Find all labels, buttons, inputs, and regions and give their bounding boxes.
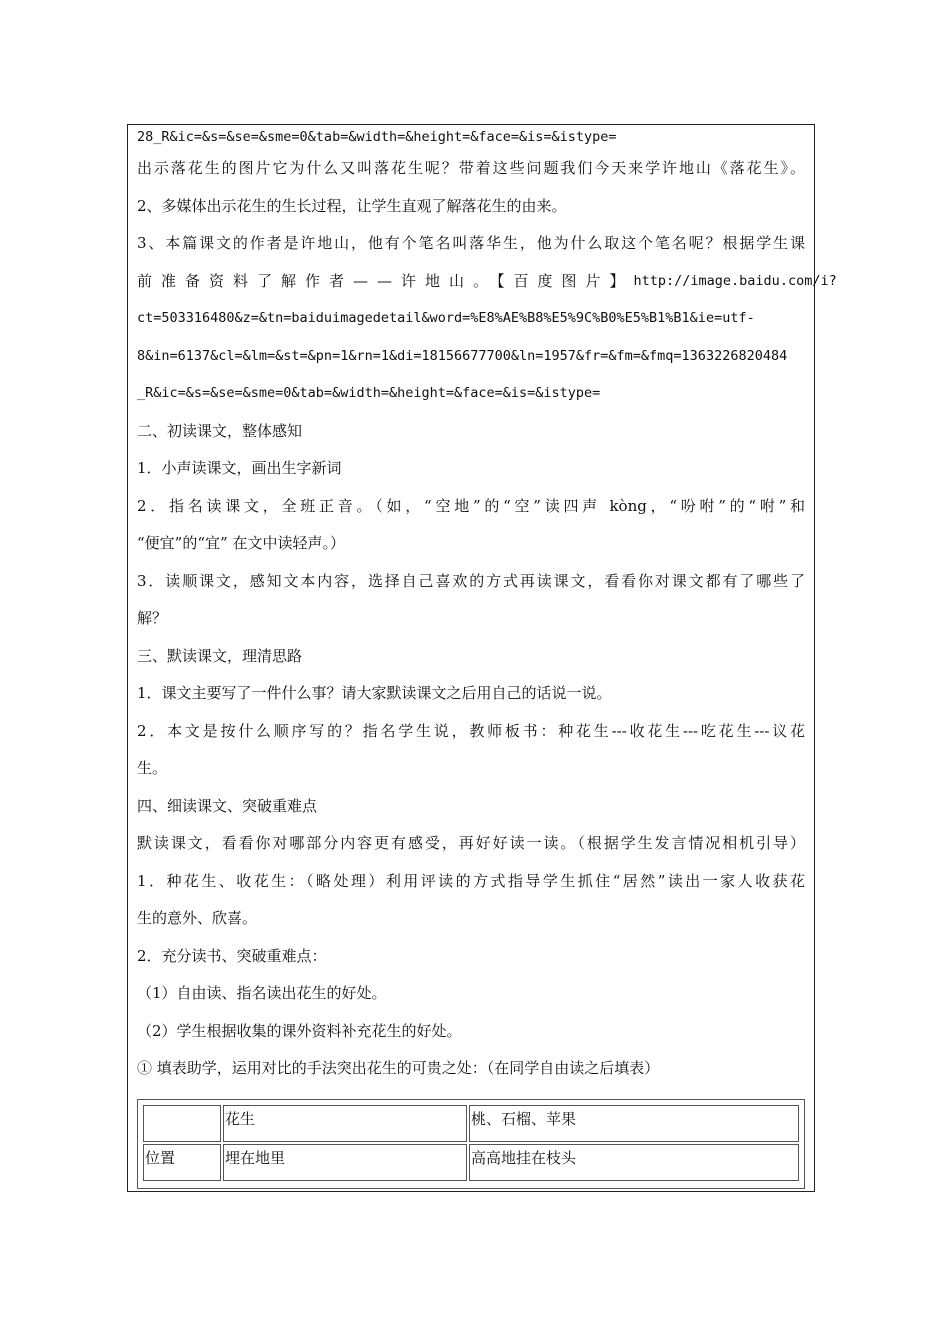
intro-paragraph: 出示落花生的图片它为什么又叫落花生呢？带着这些问题我们今天来学许地山《落花生》。 <box>137 159 805 177</box>
step-2-multimedia: 2、多媒体出示花生的生长过程，让学生直观了解落花生的由来。 <box>137 196 567 215</box>
table-header-cell: 花生 <box>223 1105 467 1142</box>
baidu-url-line-3: 8&in=6137&cl=&lm=&st=&pn=1&rn=1&di=18156677700&ln=1957&fr=&fm=&fmq=1363226820484 <box>137 347 788 364</box>
table-header-cell: 桃、石榴、苹果 <box>469 1105 799 1142</box>
section-3-item-1: 1．课文主要写了一件什么事？请大家默读课文之后用自己的话说一说。 <box>137 684 612 702</box>
sub-item-table-intro: ① 填表助学，运用对比的手法突出花生的可贵之处：（在同学自由读之后填表） <box>137 1059 660 1077</box>
section-4-item-1-cont: 生的意外、欣喜。 <box>137 909 258 927</box>
section-4-intro: 默读课文，看看你对哪部分内容更有感受，再好好读一读。（根据学生发言情况相机引导） <box>137 834 805 852</box>
url-fragment-line: 28_R&ic=&s=&se=&sme=0&tab=&width=&height=&face=&is=&istype= <box>137 129 617 145</box>
step-3-author: 3、本篇课文的作者是许地山，他有个笔名叫落华生，他为什么取这个笔名呢？根据学生课 <box>137 234 805 252</box>
section-2-item-2-cont: “便宜”的“宜” 在文中读轻声。） <box>137 534 345 552</box>
table-cell: 埋在地里 <box>223 1144 467 1181</box>
sub-item-1: （1）自由读、指名读出花生的好处。 <box>137 984 387 1002</box>
section-4-heading: 四、细读课文、突破重难点 <box>137 796 318 815</box>
baidu-url-start: http://image.baidu.com/i? <box>633 272 837 289</box>
baidu-url-line-4: _R&ic=&s=&se=&sme=0&tab=&width=&height=&face=&is=&istype= <box>137 385 601 401</box>
sub-item-2: （2）学生根据收集的课外资料补充花生的好处。 <box>137 1021 462 1040</box>
step-3-author-cont <box>137 263 837 301</box>
section-4-item-1: 1．种花生、收花生：（略处理）利用评读的方式指导学生抓住“居然”读出一家人收获花 <box>137 871 805 890</box>
section-2-item-1: 1．小声读课文，画出生字新词 <box>137 459 342 477</box>
table-cell: 位置 <box>143 1144 221 1181</box>
section-2-item-3: 3．读顺课文，感知文本内容，选择自己喜欢的方式再读课文，看看你对课文都有了哪些了 <box>137 571 805 590</box>
lesson-plan-frame <box>127 124 837 1192</box>
comparison-table-wrapper <box>137 1099 805 1189</box>
lesson-content <box>137 125 837 1088</box>
table-header-row <box>143 1105 799 1142</box>
table-cell: 高高地挂在枝头 <box>469 1144 799 1181</box>
section-2-item-3-cont: 解？ <box>137 609 168 627</box>
section-2-heading: 二、初读课文，整体感知 <box>137 421 303 440</box>
section-2-item-2: 2．指名读课文，全班正音。（如，“空地”的“空”读四声 kòng，“吩咐”的“咐”和 <box>137 496 805 515</box>
section-3-item-2: 2．本文是按什么顺序写的？指名学生说，教师板书：种花生---收花生---吃花生---议花 <box>137 721 805 740</box>
section-3-item-2-cont: 生。 <box>137 759 168 777</box>
baidu-url-line-2: ct=503316480&z=&tn=baiduimagedetail&word=%E8%AE%B8%E5%9C%B0%E5%B1%B1&ie=utf- <box>137 310 755 326</box>
baidu-image-reference: 前准备资料了解作者——许地山。【百度图片】 <box>137 271 634 290</box>
section-4-item-2: 2．充分读书、突破重难点： <box>137 946 327 965</box>
comparison-table <box>141 1103 801 1183</box>
table-header-cell <box>143 1105 221 1142</box>
section-3-heading: 三、默读课文，理清思路 <box>137 646 303 665</box>
table-row <box>143 1144 799 1181</box>
